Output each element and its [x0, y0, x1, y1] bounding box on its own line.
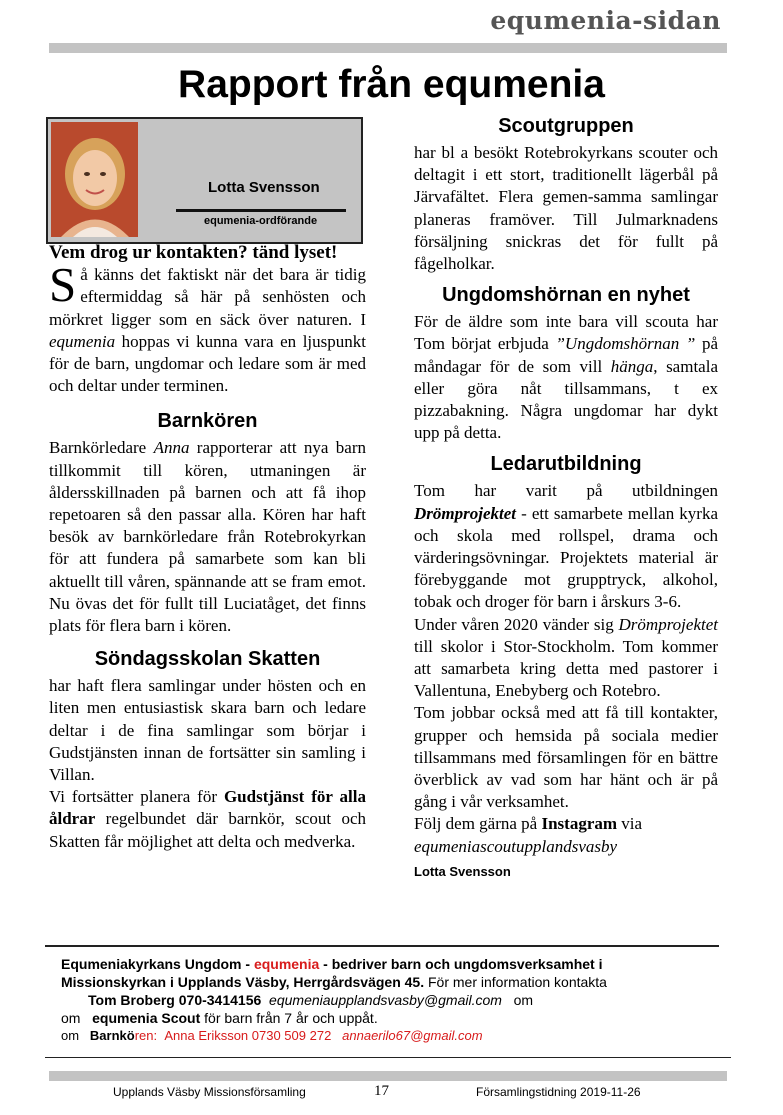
- barnkoren-text-2: rapporterar att nya barn tillkommit till kören, utmaningen är åldersskillnaden på barnen och att få ihop repetoaren så den passar alla. Kören har haft besök av barnkörledare från Rotebrokyrkan för att fundera på samarbete som kan bli aktuellt till våren, spännande att se fram emot. Nu övas det för fullt till Luciatåget, det finns plats för flera barn i kören.: [49, 438, 367, 636]
- signature: Lotta Svensson: [414, 863, 511, 879]
- footer-line-5: [61, 1027, 726, 1045]
- heading-ungdom: Ungdomshörnan en nyhet: [442, 284, 690, 307]
- barnkoren-name: Anna: [153, 438, 190, 458]
- sondagsskolan-p2: [49, 786, 366, 853]
- footer-l1-b: - bedriver barn och ungdomsverksamhet i: [319, 956, 603, 972]
- ledar-p1-b: - ett samarbete mellan kyrka och skola med rollspel, drama och värderingsövningar. Projektets material är förebyggande mot grupptryck, alkohol, tobak och droger för barn i årskurs 3-6.: [414, 503, 718, 612]
- footer-l3-end: om: [513, 992, 534, 1008]
- barnkoren-paragraph: [49, 437, 366, 637]
- footer-l4-bold: equmenia Scout: [92, 1010, 201, 1026]
- footer-bottom-rule: [45, 1057, 731, 1058]
- footer-top-rule: [45, 945, 719, 947]
- footer-email: equmeniaupplandsvasby@gmail.com: [269, 992, 502, 1008]
- instagram-label: Instagram: [541, 814, 618, 834]
- heading-barnkoren: Barnkören: [157, 410, 258, 433]
- top-divider: [49, 43, 727, 53]
- footer-l5-bold: Barnkö: [89, 1028, 135, 1043]
- ungdom-t1-italic: ”Ungdomshörnan ”: [555, 334, 696, 354]
- footer-line-3: [61, 991, 726, 1009]
- footer-line-4: [61, 1009, 726, 1027]
- ungdom-t1: För de äldre som inte bara vill scouta har Tom börjat erbjuda: [414, 312, 718, 354]
- sondagsskolan-p2-b: regelbundet där barnkör, scout och Skatten får möjlighet att delta och medverka.: [49, 809, 366, 851]
- heading-scout: Scoutgruppen: [498, 115, 634, 137]
- ledar-p4-b: via: [617, 814, 643, 834]
- signature-line: [414, 860, 718, 883]
- footer-org: Upplands Väsby Missionsförsamling: [113, 1085, 306, 1099]
- footer-contact-name: Tom Broberg 070-3414156: [88, 992, 262, 1008]
- ledar-p1-project: Drömprojektet: [414, 503, 516, 523]
- footer-line-2: [61, 973, 726, 991]
- instagram-handle: equmeniascoutupplandsvasby: [414, 836, 618, 856]
- left-column: [49, 242, 366, 853]
- right-column: [414, 108, 718, 883]
- intro-subhead: Vem drog ur kontakten? tänd lyset!: [49, 242, 338, 263]
- scout-paragraph: har bl a besökt Rotebrokyrkans scouter och deltagit i ett stort, traditionellt lägerbål på Järvafältet. Flera gemen-samma samlingar planeras framöver. Till Julmarknadens försäljning snickras det för fullt på fågelholkar.: [414, 143, 718, 274]
- footer-issue: Församlingstidning 2019-11-26: [476, 1085, 641, 1099]
- footer-l1-a: Equmeniakyrkans Ungdom -: [61, 956, 254, 972]
- intro-text-2: hoppas vi kunna vara en ljuspunkt för de barn, ungdomar och ledare som är med och deltar under terminen.: [49, 331, 366, 396]
- heading-sondagsskolan: Söndagsskolan Skatten: [94, 648, 321, 671]
- intro-text-italic: equmenia: [49, 331, 116, 351]
- footer-l5-phone: Anna Eriksson 0730 509 272: [164, 1028, 332, 1043]
- footer-l4-a: om: [61, 1010, 81, 1026]
- ledar-p2-b: till skolor i Stor-Stockholm. Tom kommer att samarbeta kring detta med pastorer i Vallentuna, Enebyberg och Rotebro.: [414, 636, 718, 701]
- sondagsskolan-p1: har haft flera samlingar under hösten och en liten men entusiastisk skara barn och ledare deltar i de fina samlingar som börjar i Gudstjänsten innan de fortsätter sin samling i Villan.: [49, 676, 366, 785]
- footer-l5-email: annaerilo67@gmail.com: [342, 1028, 483, 1043]
- sondagsskolan-p2-bold: Gudstjänst för alla åldrar: [49, 787, 366, 829]
- footer-info: [61, 955, 726, 1045]
- sondagsskolan-p2-a: Vi fortsätter planera för: [49, 787, 224, 807]
- page-number: 17: [374, 1083, 389, 1099]
- ledar-p2: [414, 614, 718, 703]
- portrait-illustration: [51, 122, 138, 237]
- portrait-box: [46, 117, 363, 244]
- portrait-role: equmenia-ordförande: [204, 215, 318, 227]
- portrait-name: Lotta Svensson: [208, 179, 320, 196]
- ungdom-paragraph: [414, 311, 718, 444]
- footer-l2-rest: För mer information kontakta: [424, 974, 607, 990]
- footer-l5-red1: ren:: [134, 1028, 158, 1043]
- ledar-p1: [414, 480, 718, 613]
- intro-paragraph: [49, 257, 366, 397]
- instagram-handle-line: [414, 836, 718, 858]
- heading-ledar: Ledarutbildning: [490, 453, 642, 476]
- footer-l5-a: om: [61, 1028, 80, 1043]
- ungdom-t3: , samtala eller göra nåt tillsammans, t ex pizzabakning. Några ungdomar har dykt upp på detta.: [414, 356, 718, 443]
- ledar-p4: [414, 813, 718, 835]
- ledar-p2-a: Under våren 2020 vänder sig: [414, 614, 619, 634]
- bottom-divider: [49, 1071, 727, 1081]
- ledar-p1-a: Tom har varit på utbildningen: [414, 481, 718, 501]
- intro-text-1: å känns det faktiskt när det bara är tidig eftermiddag så här på senhösten och mörkret ligger som en säck över naturen. I: [49, 265, 366, 329]
- ungdom-t2-italic: hänga: [610, 356, 654, 376]
- section-brand: equmenia-sidan: [490, 6, 721, 35]
- portrait-rule: [176, 209, 346, 212]
- ledar-p4-a: Följ dem gärna på: [414, 814, 542, 834]
- barnkoren-text-1: Barnkörledare: [49, 438, 154, 458]
- page-title: Rapport från equmenia: [178, 63, 605, 106]
- portrait-photo: [51, 122, 138, 237]
- footer-l1-red: equmenia: [253, 956, 320, 972]
- ledar-p3: Tom jobbar också med att få till kontakter, grupper och hemsida på sociala medier tillsammans med församlingen för en bättre överblick av vad som har hänt och är på gång i vår verksamhet.: [414, 703, 718, 812]
- footer-l2-bold: Missionskyrkan i Upplands Väsby, Herrgårdsvägen 45.: [61, 974, 425, 990]
- ledar-p2-project: Drömprojektet: [618, 614, 718, 634]
- ungdom-t2: på måndagar för de som vill: [414, 334, 718, 376]
- footer-l4-b: för barn från 7 år och uppåt.: [200, 1010, 378, 1026]
- footer-line-1: [61, 955, 726, 973]
- drop-cap: S: [49, 257, 77, 313]
